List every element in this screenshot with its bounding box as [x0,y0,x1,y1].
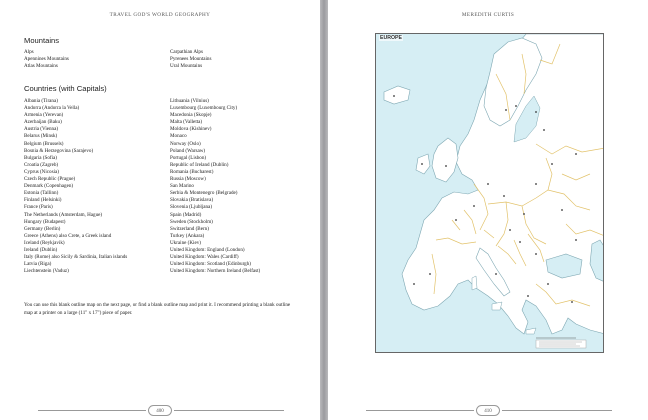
country-list-item: United Kingdom: Scotland (Edinburgh) [170,261,251,268]
country-list-item: United Kingdom: Northern Ireland (Belfast) [170,268,261,275]
europe-map-graphic [376,34,604,353]
mountain-list-item: Pyrenees Mountains [170,56,212,63]
footer-left [0,405,320,417]
country-list-item: Republic of Ireland (Dublin) [170,161,229,168]
footer-right [328,405,648,417]
running-head-left: TRAVEL GOD'S WORLD GEOGRAPHY [109,12,211,18]
country-list-item: Germany (Berlin) [24,225,61,232]
country-list-item: Bosnia & Herzegovina (Sarajevo) [24,147,94,154]
country-list-item: Slovakia (Bratislava) [170,197,214,204]
country-list-item: Lithuania (Vilnius) [170,98,209,104]
country-list-item: Ukraine (Kiev) [170,239,201,246]
page-number-right: 410 [476,405,500,416]
europe-outline-map [375,33,604,353]
country-list-item: Malta (Valletta) [170,119,203,126]
country-list-item: Azerbaijan (Baku) [24,119,62,126]
country-list-item: Finland (Helsinki) [24,197,62,204]
country-list-item: Czech Republic (Prague) [24,176,76,183]
country-list-item: Cyprus (Nicosia) [24,168,59,175]
mountains-list-col1 [24,49,69,70]
book-gutter [320,0,328,420]
country-list-item: Estonia (Tallinn) [24,190,59,197]
map-title-label: EUROPE [380,35,402,41]
country-list-item: Andorra (Andorra la Vella) [24,105,80,112]
page-number-left: 400 [148,405,172,416]
country-list-item: Latvia (Riga) [24,261,52,268]
mountains-list-col2 [170,49,211,70]
mountain-list-item: Atlas Mountains [24,63,58,70]
countries-list-col2 [170,98,260,275]
running-head-right: MEREDITH CURTIS [461,12,515,18]
country-list-item: Iceland (Reykjavik) [24,239,65,246]
country-list-item: Albania (Tirana) [24,98,58,104]
country-list-item: Italy (Rome) also Sicily & Sardinia, Italian islands [24,254,128,261]
map-printing-note: You can use this blank outline map on the next page, or find a blank outline map and print it. I recommend printing a blank outline map at a printer on a large (11" x 17") piece of paper. [24,302,291,316]
mountain-list-item: Ural Mountains [170,63,203,70]
country-list-item: Belarus (Minsk) [24,133,58,140]
country-list-item: Slovenia (Ljubljana) [170,204,213,211]
country-list-item: San Marino [170,183,194,190]
country-list-item: Macedonia (Skopje) [170,112,212,119]
country-list-item: Croatia (Zagreb) [24,161,59,168]
country-list-item: Turkey (Ankara) [170,232,205,239]
mountains-heading: Mountains [24,36,60,45]
country-list-item: France (Paris) [24,204,53,211]
country-list-item: Switzerland (Bern) [170,225,209,232]
country-list-item: Hungary (Budapest) [24,218,66,225]
country-list-item: United Kingdom: Wales (Cardiff) [170,254,239,261]
country-list-item: Ireland (Dublin) [24,246,58,253]
country-list-item: Belgium (Brussels) [24,140,64,147]
country-list-item: Armenia (Yerevan) [24,112,64,119]
country-list-item: United Kingdom: England (London) [170,246,245,253]
country-list-item: Serbia & Montenegro (Belgrade) [170,190,238,197]
country-list-item: The Netherlands (Amsterdam, Hague) [24,211,103,218]
country-list-item: Norway (Oslo) [170,140,201,147]
mountain-list-item: Alps [24,49,34,55]
mountain-list-item: Apennines Mountains [24,56,69,63]
country-list-item: Liechtenstein (Vaduz) [24,268,69,275]
country-list-item: Poland (Warsaw) [170,147,206,154]
country-list-item: Spain (Madrid) [170,211,202,218]
left-page [0,0,320,420]
country-list-item: Portugal (Lisbon) [170,154,207,161]
country-list-item: Sweden (Stockholm) [170,218,213,225]
mountain-list-item: Carpathian Alps [170,49,203,55]
country-list-item: Moldova (Kishinev) [170,126,212,133]
country-list-item: Denmark (Copenhagen) [24,183,74,190]
countries-list-col1 [24,98,127,275]
country-list-item: Russia (Moscow) [170,176,206,183]
countries-heading: Countries (with Capitals) [24,84,107,93]
country-list-item: Romania (Bucharest) [170,168,214,175]
country-list-item: Bulgaria (Sofia) [24,154,57,161]
right-page [328,0,648,420]
country-list-item: Luxembourg (Luxembourg City) [170,105,238,112]
country-list-item: Greece (Athens) also Crete, a Greek island [24,232,112,239]
country-list-item: Monaco [170,133,187,140]
country-list-item: Austria (Vienna) [24,126,59,133]
